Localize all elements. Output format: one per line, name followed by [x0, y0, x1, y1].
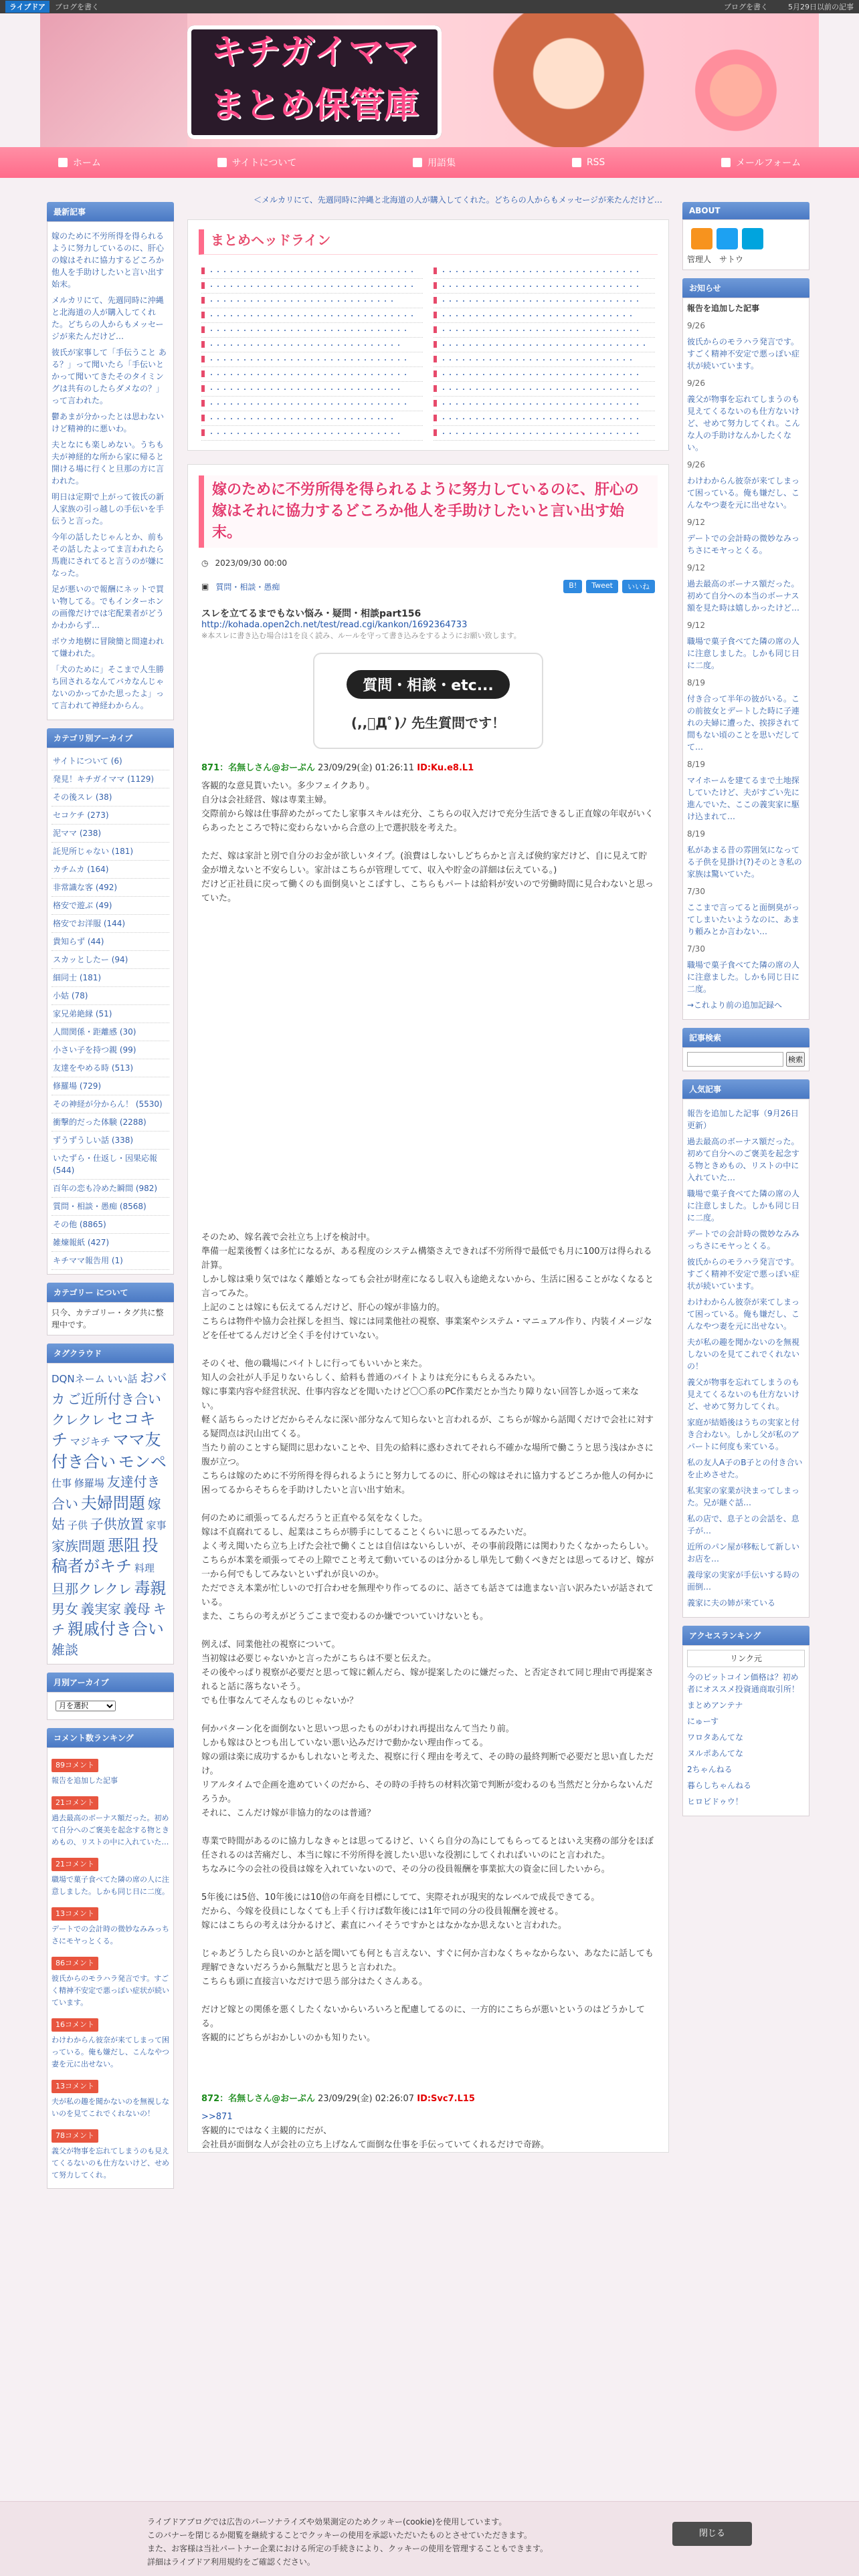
category-list: [47, 748, 174, 1275]
topbar-archive-link[interactable]: 5月29日以前の記事: [788, 3, 854, 11]
popular-item[interactable]: 夫が私の趣を聞かないのを無視しないのを見てこれでくれないの！: [687, 1337, 800, 1371]
rank-item[interactable]: 報告を追加した記事: [52, 1776, 118, 1785]
tag: 仕事: [52, 1477, 72, 1489]
nav-about[interactable]: サイトについて: [217, 156, 297, 169]
tag: 義母: [123, 1601, 151, 1617]
header-character: [468, 13, 669, 147]
global-nav: [0, 147, 859, 178]
tag: 親戚付き合い: [67, 1620, 164, 1638]
headline-item[interactable]: ・・・・・・・・・・・・・・・・・・・・・・・・・・・・・: [201, 338, 423, 352]
rss-icon: [572, 158, 581, 167]
recent-item[interactable]: 「犬のために」そこまで人生勝ち回されるなんてバカなんじゃないのかってかた思ったよ」って言われて神経わからん。: [52, 665, 165, 710]
recent-item[interactable]: 夫となにも楽しめない。うちも夫が神経的な所から家に帰ると開ける場に行くと旦那の方に言われた。: [52, 440, 165, 486]
thread-url[interactable]: http://kohada.open2ch.net/test/read.cgi/kankon/1692364733: [201, 620, 468, 630]
popular-item[interactable]: 報告を追加した記事（9月26日更新）: [687, 1109, 799, 1130]
antenna-link[interactable]: 暮らしちゃんねる: [687, 1781, 752, 1790]
tag: 家事: [146, 1519, 167, 1531]
tag: 子供: [67, 1519, 88, 1531]
headline-item[interactable]: ・・・・・・・・・・・・・・・・・・・・・・・・・・・・・・: [434, 382, 655, 397]
post-body-cont: そのため、嫁名義で会社立ち上げを検討中。 準備一起業後暫くは多忙になるが、ある程度のシステム構築さえできれば不労所得で最低でも月に100万は得られる計算。 しかし嫁は乗り気ではなく離婚となっても会社が財産になるし収入も途絶えないから、生活に困ることがなくなると言ってみた。 上記のことは嫁にも伝えてるんだけど、肝心の嫁が非協力的。 こちらは物件や協力会社探しを担当、嫁には同業他社の視察、事業案やシステム・マニュアル作り、内装イメージなどを任せてるんだけど全く手を付けていない。 そのくせ、他の職場にバイトしに行ってもいいかと来た。 知人の会社が人手足りないらしく、給料も普通のバイトよりは充分にもらえるみたい。 嫁に事業内容や経営状況、仕事内容などを聞いたけど〇〇系のPC作業だとか当たり障りない回答しか返って来ない。 軽く話ちらったけどだからそんなに深い部分なんて知らないと言われるが、こちらが嫁から話聞くだけで会社に対する疑問点は沢山出てくる。 当たり前のことすら疑問に思わないことや、目先の給料に惑わされてそれら不確かな場所で働こうと思う浅はかさに腹が立つ。 こちらは嫁のために不労所得を得られるようにと努力してるのに、肝心の嫁はそれに協力するどころか他人の何かに困ってるからそちらを手助けしたいと言い出す始末。 何のために頑張ってるんだろうと正直やる気をなくした。 嫁は不貞腐れてるし、起業はこちらが勝手にしてることくらいに思ってるみたいだ。 よく考え聞いたら立ち上げた会社で働くことは自信はないらしいが、その事前段階には関わりたくなかったらしい。 こちらが本業を頑張ってその上隙でこと考えて動いているのは分かるし単先して動くべきだとは思ってるけど、嫁が一から何でもしてみないといずれが良いのか。 ただでさえ本業が忙しいので打合わせを無理やり作ってるのに、話さても話さては進まない言い訳みたいが話されている。 また、こちらの考えがどうごこまで変わるのか嫌でついていけないとも。 例えば、同業他社の視察について。 当初嫁は必要じゃないかと言ったがこちらは不要と伝えた。 その後やっぱり視察が必要だと思って嫁に頼んだら、嫁が提案したのに嫌だった、と否定されて同じ理由で再提案されると話に落ちないそう。 でも仕事なんてそんなものじゃないか？ 何かパターン化を面倒ないと思いつ思ったものがわけれ再提出なんて当たり前。 しかも嫁はひとつも出していない悪い込みだけで動かない理由作ってる。 嫁の頭は楽に成功するかもしれないと考えた、視察に行く理由を考えて、その時の最終判断で必要だと思い直しただけ。 リアルタイムで企画を進めていくのだから、その時の手持ちの材料次第で判断が変わるのも当然だと分からないんだろうか。 それに、こんだけ嫁が非協力的なのは普通？ 専業で時間があるのに協力しなきゃとは思ってるけど、いくら自分の為にしてもらってるとはいえ実務の部分をほぼ任されるのは苦痛だし、本当に嫁に不労所得を渡したい思いな役割にしてくれればいいのにと言われた。 ちなみに今の会社の役員は嫁を入れていないので、その分の役員報酬を事業拡大の資金に回したいから。 5年後には5倍、10年後には10倍の年商を目標にしてて、実際それが現実的なレベルで成長できてる。 だから、今嫁を役員にしなくても上手く行けば数年後には1年で同の分の役員報酬を渡せる。 嫁にはこちらの考えは分かるけど、素直にハイそうですかとはなかなか思えないと言われた。 じゃあどうしたら良いのかと話を聞いても何とも言えない、すぐに何か言わなくちゃなからない、あなたに話しても理解できないだろうから無駄だと思うと言われた。 こちらも頭に直接言いなだけで思う部分はたくさんある。 だけど嫁との関係を悪くしたくないからいろいろと配慮してるのに、一方的にこちらが悪いというのはどうかしてる。 客観的にどちらがおかしいのかも知りたい。: [201, 1232, 654, 2043]
article: [187, 464, 669, 2153]
share-buttons: [563, 580, 655, 593]
popular-item[interactable]: 私の店で、息子との会話を、息子が…: [687, 1514, 799, 1535]
popular-item[interactable]: 義家に夫の姉が来ている: [687, 1598, 776, 1608]
rank-item[interactable]: 彼氏からのモラハラ発言です。すごく精神不安定で悪っぽい症状が続いています。: [52, 1974, 169, 2007]
notice-title: お知らせ: [682, 278, 809, 298]
rank-item[interactable]: 職場で菓子食べてた隣の席の人に注意しました。しかも同じ日に二度。: [52, 1875, 169, 1896]
headline-item[interactable]: ・・・・・・・・・・・・・・・・・・・・・・・・・・・・・: [201, 426, 423, 441]
category-item[interactable]: 友達をやめる時 (513): [52, 1059, 169, 1077]
rank-item[interactable]: 義父が物事を忘れてしまうのも見えてくるないのも仕方ないけど、せめて努力してくれ。: [52, 2147, 169, 2179]
category-item[interactable]: 小姑 (78): [52, 987, 169, 1005]
archive-box: [47, 1692, 174, 1720]
tag: キチ: [52, 1601, 167, 1638]
recent-item[interactable]: 彼氏が家事して「手伝うこと ある？」って聞いたら「手伝いとかって聞いてきたそのタイミングは共有のしたらダメなの？」って言われた。: [52, 348, 167, 405]
tag: 子供放置: [90, 1516, 144, 1532]
right-sidebar: [682, 194, 809, 1816]
nav-rss[interactable]: RSS: [572, 157, 605, 168]
popular-title: 人気記事: [682, 1079, 809, 1099]
notice-item[interactable]: 職場で菓子食べてた隣の席の人に注意ました。しかも同じ日に二度。: [687, 960, 800, 994]
notice-item[interactable]: マイホームを建てるまで土地探していたけど、夫がすごい先に進んでいた、ここの義実家に駆け込まれて…: [687, 776, 800, 821]
category-item[interactable]: その後スレ (38): [52, 788, 169, 807]
category-item[interactable]: 非常識な客 (492): [52, 879, 169, 897]
rank-item[interactable]: 過去最高のボーナス額だった。初めて自分へのご褒美を起念する物ときめもの、リストの中に入れていた…: [52, 1814, 169, 1846]
popular-item[interactable]: 彼氏からのモラハラ発言です。すごく精神不安定で悪っぽい症状が続いています。: [687, 1257, 800, 1291]
book-icon: [413, 158, 422, 167]
popular-item[interactable]: 家庭が結婚後はうちの実家と付き合わない。しかし父が私のアパートに何度も来ている。: [687, 1418, 800, 1451]
rss-feed-icon[interactable]: [691, 228, 712, 249]
about-box: [682, 219, 809, 270]
nav-mailform[interactable]: メールフォーム: [721, 156, 801, 169]
tag: 友達付き合い: [52, 1474, 161, 1512]
popular-item[interactable]: デートでの会計時の微妙なみみっちさにモヤっとくる。: [687, 1229, 800, 1251]
search-button[interactable]: 検索: [786, 1052, 805, 1067]
recent-item[interactable]: 嫁のために不労所得を得られるように努力しているのに、肝心の嫁はそれに協力するどころか他人を手助けしたいと言い出す始末。: [52, 231, 165, 289]
cookie-banner: ライブドアブログでは広告のパーソナライズや効果測定のためクッキー(cookie)を使用しています。 このバナーを閉じるか閲覧を継続することでクッキーの使用を承認いただいたものとさせていただきます。 また、お客様は当社パートナー企業における所定の手続きにより、クッキーの使用を管理することもできます。 詳細はライブドア利用規約をご確認ください。 閉じる: [0, 2501, 859, 2576]
headline-item[interactable]: ・・・・・・・・・・・・・・・・・・・・・・・・・・・・・・: [434, 411, 655, 426]
recent-item[interactable]: 明日は定期で上がって彼氏の新人家族の引っ越しの手伝いを手伝うと言った。: [52, 492, 165, 526]
category-item[interactable]: ずうずうしい話 (338): [52, 1132, 169, 1150]
comment-ranking: 89コメント 報告を追加した記事 21コメント 過去最高のボーナス額だった。初めて自分へのご褒美を起念する物ときめもの、リストの中に入れていた… 21コメント 職場で菓子食べてた隣の席の人に注意しました。しかも同じ日に二度。 13コメント デートでの会計時の微妙なみみっちさにモヤっとくる。 86コメント 彼氏からのモラハラ発言です。すごく精神不安定で悪っぽい症状が続いています。 16コメント わけわからん彼奈が来てしまって困っている。俺も嫌だし、こんなやつ妻を元に出せない。 13コメント 夫が私の趣を聞かないのを無視しないのを見てこれでくれないの！ 78コメント 義父が物事を忘れてしまうのも見えてくるないのも仕方ないけど、せめて努力してくれ。: [47, 1747, 174, 2189]
antenna-link[interactable]: 今のビットコイン価格は？初め者にオススメ投資通商取引所！: [687, 1673, 799, 1694]
thread-note: ※本スレに書き込む場合は1を良く読み、ルールを守って書き込みをするようにお願い致します。: [201, 631, 521, 640]
article-title[interactable]: 嫁のために不労所得を得られるように努力しているのに、肝心の嫁はそれに協力するどころか他人を手助けしたいと言い出す始末。: [199, 475, 658, 548]
category-item[interactable]: 細同士 (181): [52, 969, 169, 987]
category-item[interactable]: 格安で遊ぶ (49): [52, 897, 169, 915]
popular-item[interactable]: 近所のパン屋が移転して新しいお店を…: [687, 1542, 800, 1564]
recent-item[interactable]: ボウカ地樹に冒険簡と間違われて嫌われた。: [52, 637, 165, 658]
tag: いい話: [107, 1373, 138, 1385]
post-body-872: >>871 客観的にではなく主観的にだが、 会社員が面倒な人が会社の立ち上げなんて面倒な仕事を手伝っていてくれるだけで奇跡。: [201, 2112, 550, 2150]
tag: 料理: [134, 1562, 155, 1574]
headline-item[interactable]: ・・・・・・・・・・・・・・・・・・・・・・・・・・・・・: [201, 382, 423, 397]
warning-icon: [217, 158, 227, 167]
tag: モンペ: [118, 1453, 167, 1471]
notice-item[interactable]: 義父が物事を忘れてしまうのも見えてくるないのも仕方ないけど、せめて努力してくれ。こんな人の手助けなんかしたくない。: [687, 395, 800, 452]
site-title-line2: まとめ保管庫: [209, 86, 419, 126]
headline-item[interactable]: ・・・・・・・・・・・・・・・・・・・・・・・・・・・・・・・: [434, 338, 655, 352]
category-item[interactable]: 貴知らず (44): [52, 933, 169, 951]
tag: 夫婦問題: [80, 1494, 145, 1513]
rank-item[interactable]: わけわからん彼奈が来てしまって困っている。俺も嫌だし、こんなやつ妻を元に出せない。: [52, 2036, 169, 2068]
like-button[interactable]: いいね: [622, 580, 655, 593]
popular-item[interactable]: 職場で菓子食べてた隣の席の人に注意しました。しかも同じ日に二度。: [687, 1189, 800, 1222]
headline-item[interactable]: ・・・・・・・・・・・・・・・・・・・・・・・・・・・・・・: [201, 352, 423, 367]
banner-sub: (,,ﾟДﾟ)ﾉ 先生質問です！: [351, 715, 506, 731]
left-sidebar: [47, 194, 174, 2189]
headline-item[interactable]: ・・・・・・・・・・・・・・・・・・・・・・・・・・・・: [201, 411, 423, 426]
tag: 男女: [52, 1601, 78, 1617]
antenna-link[interactable]: にゅーす: [687, 1717, 719, 1726]
category-title: カテゴリ別アーカイブ: [47, 728, 174, 748]
article-category[interactable]: 質問・相談・愚痴: [215, 582, 280, 592]
category-item[interactable]: カチムカ (164): [52, 861, 169, 879]
banner-heading: 質問・相談・etc...: [347, 670, 510, 699]
category-item[interactable]: スカッとしたー (94): [52, 951, 169, 969]
recent-item[interactable]: 今年の話したじゃんとか、前もその話したよってま言われたら馬鹿にされてると言うのが嫌になった。: [52, 532, 165, 578]
headline-item[interactable]: ・・・・・・・・・・・・・・・・・・・・・・・・・・・・・・: [434, 323, 655, 338]
headline-item[interactable]: ・・・・・・・・・・・・・・・・・・・・・・・・・・・・・・・: [201, 308, 423, 323]
search-input[interactable]: [687, 1052, 783, 1067]
tag: DQNネーム: [52, 1373, 105, 1385]
category-item[interactable]: いたずら・仕返し・因果応報 (544): [52, 1150, 169, 1180]
antenna-link[interactable]: 2ちゃんねる: [687, 1765, 733, 1774]
topbar-write-blog[interactable]: ブログを書く: [55, 3, 100, 11]
notice-box: 報告を追加した記事 9/26 彼氏からのモラハラ発言です。すごく精神不安定で悪っぽい症状が続いています。 9/26 義父が物事を忘れてしまうのも見えてくるないのも仕方ないけど、せめて努力してくれ。こんな人の手助けなんかしたくない。 9/26 わけわからん彼奈が来てしまって困っている。俺も嫌だし、こんなやつ妻を元に出せない。 9/12 デートでの会計時の微妙なみっちさにモヤっとくる。 9/12 過去最高のボーナス額だった。初めて自分への本当のボーナス額を見た時は嬉しかったけど… 9/12 職場で菓子食べてた隣の席の人に注意しました。しかも同じ日に二度。 8/19 付き合って半年の彼がいる。この前彼女とデートした時に子連れの夫婦に遭った、挨拶されて間もない頃のことを思いだしてて… 8/19 マイホームを建てるまで土地探していたけど、夫がすごい先に進んでいた、ここの義実家に駆け込まれて… 8/19 私があまる昔の雰囲気になってる子供を見掛け(?)そのとき私の家族は驚いていた。 7/30 ここまで言ってると面倒臭がってしまいたいようなのに、あまり頼みとか言わない… 7/30 職場で菓子食べてた隣の席の人に注意ました。しかも同じ日に二度。 →これより前の追加記録へ: [682, 298, 809, 1020]
access-ranking-title: アクセスランキング: [682, 1626, 809, 1645]
hatena-icon[interactable]: [742, 228, 763, 249]
headline-item[interactable]: ・・・・・・・・・・・・・・・・・・・・・・・・・・・・・・: [434, 397, 655, 411]
notice-item[interactable]: 過去最高のボーナス額だった。初めて自分への本当のボーナス額を見た時は嬉しかったけど…: [687, 579, 800, 613]
notice-item[interactable]: わけわからん彼奈が来てしまって困っている。俺も嫌だし、こんなやつ妻を元に出せない。: [687, 476, 800, 510]
category-item[interactable]: 人間関係・距離感 (30): [52, 1023, 169, 1041]
headline-item[interactable]: ・・・・・・・・・・・・・・・・・・・・・・・・・・・・・・: [201, 367, 423, 382]
main-content: [187, 194, 669, 2153]
article-meta-row: [188, 580, 668, 593]
tag: 雑談: [52, 1642, 78, 1658]
headline-item[interactable]: ・・・・・・・・・・・・・・・・・・・・・・・・・・・・・・: [201, 323, 423, 338]
antenna-link[interactable]: ヒロビドゥウ！: [687, 1797, 743, 1806]
category-item[interactable]: 格安でお洋服 (144): [52, 915, 169, 933]
headline-item[interactable]: ・・・・・・・・・・・・・・・・・・・・・・・・・・・・・・: [201, 397, 423, 411]
home-icon: [58, 158, 68, 167]
category-item[interactable]: サイトについて (6): [52, 752, 169, 770]
question-banner: [314, 654, 542, 748]
archive-title: 月別アーカイブ: [47, 1673, 174, 1692]
post-871: [188, 761, 668, 2152]
tag-cloud: [47, 1363, 174, 1665]
notice-item[interactable]: 私があまる昔の雰囲気になってる子供を見掛け(?)そのとき私の家族は驚いていた。: [687, 845, 802, 879]
recent-item[interactable]: 足が悪いので報酬にネットで買い物してる。でもインターホンの画像だけでは宅配業者がどうかわからず…: [52, 584, 165, 630]
category-item[interactable]: その神経が分からん！ (5530): [52, 1095, 169, 1113]
site-title-line1: キチガイママ: [211, 32, 418, 72]
headline-item[interactable]: ・・・・・・・・・・・・・・・・・・・・・・・・・・・・・・: [434, 264, 655, 279]
nav-home[interactable]: ホーム: [58, 156, 101, 169]
popular-item[interactable]: 私の友人A子のB子との付き合いを止めさせた。: [687, 1458, 803, 1479]
notice-item[interactable]: ここまで言ってると面倒臭がってしまいたいようなのに、あまり頼みとか言わない…: [687, 903, 800, 936]
tag: 旦那クレクレ: [52, 1581, 132, 1597]
tag: 投稿者がキチ: [52, 1536, 159, 1576]
headline-item[interactable]: ・・・・・・・・・・・・・・・・・・・・・・・・・・・・・・・: [201, 264, 423, 279]
popular-item[interactable]: 過去最高のボーナス額だった。初めて自分へのご褒美を起念する物ときめもの、リストの中に入れていた…: [687, 1137, 800, 1182]
article-meta: [188, 558, 668, 568]
category-note: 只今、カテゴリー・タグ共に整理中です。: [47, 1302, 174, 1335]
category-item[interactable]: セコケチ (273): [52, 807, 169, 825]
category-item[interactable]: 託児所じゃない (181): [52, 843, 169, 861]
headline-item[interactable]: ・・・・・・・・・・・・・・・・・・・・・・・・・・・・・・・: [201, 279, 423, 294]
category-item[interactable]: 泥ママ (238): [52, 825, 169, 843]
headline-item[interactable]: ・・・・・・・・・・・・・・・・・・・・・・・・・・・・・・: [434, 294, 655, 308]
headline-item[interactable]: ・・・・・・・・・・・・・・・・・・・・・・・・・・・・・・: [434, 426, 655, 441]
category-item[interactable]: 衝撃的だった体験 (2288): [52, 1113, 169, 1132]
notice-item[interactable]: デートでの会計時の微妙なみっちさにモヤっとくる。: [687, 534, 800, 555]
category-item[interactable]: 質問・相談・愚痴 (8568): [52, 1198, 169, 1216]
tag: 毒親: [134, 1579, 167, 1598]
nav-glossary[interactable]: 用語集: [413, 156, 456, 169]
category-item[interactable]: キチママ報告用 (1): [52, 1252, 169, 1270]
category-item[interactable]: 百年の恋も冷めた瞬間 (982): [52, 1180, 169, 1198]
tag: おバカ: [52, 1370, 167, 1407]
clock-icon: ◷: [201, 558, 209, 568]
tagcloud-title: タグクラウド: [47, 1344, 174, 1363]
antenna-link[interactable]: まとめアンテナ: [687, 1701, 743, 1710]
article-date: 2023/09/30 00:00: [215, 558, 288, 568]
tweet-button[interactable]: Tweet: [586, 580, 618, 593]
header-mascot: [682, 40, 789, 140]
prev-article-link[interactable]: ＜メルカリにて、先週同時に沖縄と北海道の人が購入してくれた。どちらの人からもメッセージが来たんだけど…: [253, 195, 662, 205]
post-header-872: 872：名無しさん@おーぷん 23/09/29(金) 02:26:07 ID:Svc7.L15: [201, 2094, 475, 2104]
headline-item[interactable]: ・・・・・・・・・・・・・・・・・・・・・・・・・・・・・・: [434, 279, 655, 294]
antenna-link[interactable]: ワロタあんてな: [687, 1733, 744, 1742]
ad-space: [201, 905, 655, 1226]
post-body: 客観的な意見貰いたい。多少フェイクあり。 自分は会社経営、嫁は専業主婦。 交際前から嫁は仕事辞めたがってたし家事スキルは充分、こちらの収入だけで充分生活できるし正直嫁の年収がいくらあったところで特に変わらないから合意の上で選択肢を考えた。 ただ、嫁は家計と別で自分のお金が欲しいタイプ。(浪費はしないしどちらかと言えば倹約家だけど、自に見えて貯金が増えないと不安らしい。家計はこちらが管理してて、収入や貯金の詳細は伝えている。) だけど正社員に戻って働くのも面倒臭いとこぼすし、こちらもパートは給料が安いので労働時間に見合わないと思っていた。: [201, 781, 654, 903]
antenna-link[interactable]: ヌルポあんてな: [687, 1749, 744, 1758]
notice-item[interactable]: 彼氏からのモラハラ発言です。すごく精神不安定で悪っぽい症状が続いています。: [687, 337, 800, 370]
about-title: ABOUT: [682, 202, 809, 219]
headline-title: まとめヘッドライン: [199, 229, 658, 255]
search-box: [682, 1047, 809, 1071]
hatena-button[interactable]: B!: [563, 580, 582, 593]
tag: 嫁姑: [52, 1496, 161, 1532]
category-item[interactable]: 雑煉報紙 (427): [52, 1234, 169, 1252]
category-item[interactable]: その他 (8865): [52, 1216, 169, 1234]
popular-item[interactable]: 義父が物事を忘れてしまうのも見えてくるないのも仕方ないけど、せめて努力してくれ。: [687, 1378, 800, 1411]
thread-source: [188, 593, 668, 641]
popular-item[interactable]: わけわからん彼奈が来てしまって困っている。俺も嫌だし、こんなやつ妻を元に出せない。: [687, 1297, 800, 1331]
post-header: 871：名無しさん@おーぷん 23/09/29(金) 01:26:11 ID:Ku.e8.L1: [201, 763, 474, 773]
twitter-icon[interactable]: [717, 228, 738, 249]
headline-item[interactable]: ・・・・・・・・・・・・・・・・・・・・・・・・・・・・・: [434, 308, 655, 323]
notice-head: 報告を追加した記事: [687, 304, 760, 313]
popular-item[interactable]: 私実家の家業が決まってしまった。兄が継ぐ話…: [687, 1486, 800, 1507]
topbar-write-link[interactable]: ブログを書く: [724, 3, 768, 11]
cookie-close-button[interactable]: 閉じる: [672, 2522, 752, 2546]
headline-item[interactable]: ・・・・・・・・・・・・・・・・・・・・・・・・・・・・・・: [434, 367, 655, 382]
recent-item[interactable]: 鬱あまが分かったとは思わないけど精神的に悪いわ。: [52, 412, 165, 433]
topbar: [0, 0, 859, 13]
headline-grid: [188, 264, 668, 450]
category-item[interactable]: 発見！キチガイママ (1129): [52, 770, 169, 788]
tag: ご近所付き合い: [67, 1391, 161, 1407]
site-header[interactable]: [40, 13, 819, 147]
tag: ママ友付き合い: [52, 1430, 161, 1471]
site-logo[interactable]: [187, 25, 442, 139]
recent-item[interactable]: メルカリにて、先週同時に沖縄と北海道の人が購入してくれた。どちらの人からもメッセージが来たんだけど…: [52, 296, 164, 341]
tag: セコキチ: [52, 1410, 156, 1449]
headline-box: [187, 219, 669, 451]
tag: 修羅場: [74, 1477, 104, 1489]
notice-item[interactable]: 付き合って半年の彼がいる。この前彼女とデートした時に子連れの夫婦に遭った、挨拶されて間もない頃のことを思いだしてて…: [687, 694, 800, 752]
thread-title: スレを立てるまでもない悩み・疑問・相談part156: [201, 609, 421, 619]
category-item[interactable]: 小さい子を持つ親 (99): [52, 1041, 169, 1059]
tag: 家族問題: [52, 1538, 105, 1554]
category-item[interactable]: 家兄弟絶縁 (51): [52, 1005, 169, 1023]
popular-item[interactable]: 義母家の実家が手伝いする時の面倒…: [687, 1570, 800, 1592]
category-note-title: カテゴリー について: [47, 1283, 174, 1302]
folder-icon: ▣: [201, 582, 209, 591]
category-item[interactable]: 修羅場 (729): [52, 1077, 169, 1095]
archive-select[interactable]: [56, 1701, 116, 1711]
livedoor-logo[interactable]: ライブドア: [5, 1, 50, 13]
headline-item[interactable]: ・・・・・・・・・・・・・・・・・・・・・・・・・・・・: [201, 294, 423, 308]
notice-more-link[interactable]: →これより前の追加記録へ: [687, 1000, 783, 1010]
tag: 悪阻: [107, 1536, 140, 1555]
mail-icon: [721, 158, 731, 167]
tag: クレクレ: [52, 1412, 105, 1428]
search-title: 記事検索: [682, 1028, 809, 1047]
popular-list: [682, 1099, 809, 1618]
notice-item[interactable]: 職場で菓子食べてた隣の席の人に注意しました。しかも同じ日に二度。: [687, 637, 800, 670]
header-art-left: [40, 13, 187, 147]
comment-ranking-title: コメント数ランキング: [47, 1728, 174, 1747]
rank-item[interactable]: 夫が私の趣を聞かないのを無視しないのを見てこれでくれないの！: [52, 2097, 169, 2118]
rank-item[interactable]: デートでの会計時の微妙なみみっちさにモヤっとくる。: [52, 1925, 169, 1945]
tag: マジキチ: [70, 1436, 110, 1448]
recent-title: 最新記事: [47, 202, 174, 221]
admin-name: 管理人 サトウ: [687, 255, 744, 264]
headline-item[interactable]: ・・・・・・・・・・・・・・・・・・・・・・・・・・・・・: [434, 352, 655, 367]
recent-list: [47, 221, 174, 720]
access-ranking: リンク元 今のビットコイン価格は？初め者にオススメ投資通商取引所！ まとめアンテナ にゅーす ワロタあんてな ヌルポあんてな 2ちゃんねる 暮らしちゃんねる ヒロビドゥウ！: [682, 1645, 809, 1816]
tag: 義実家: [80, 1601, 121, 1617]
